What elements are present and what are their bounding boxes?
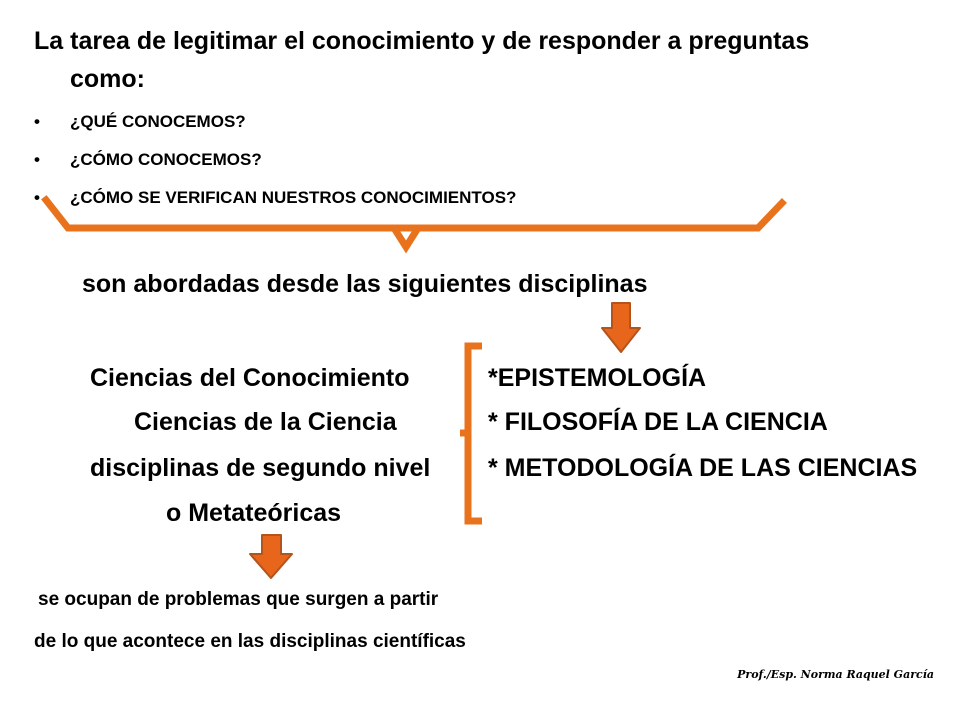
right-column-item: *EPISTEMOLOGÍA [488, 364, 707, 392]
bullet-dot: • [34, 188, 40, 207]
left-column-item: Ciencias de la Ciencia [134, 408, 397, 436]
right-column-item: * FILOSOFÍA DE LA CIENCIA [488, 408, 828, 436]
bullet-dot: • [34, 150, 40, 169]
addressed-text: son abordadas desde las siguientes disciplinas [82, 270, 648, 298]
right-column-item: * METODOLOGÍA DE LAS CIENCIAS [488, 454, 918, 482]
left-column-item: o Metateóricas [166, 499, 342, 527]
down-arrow-icon [602, 303, 640, 352]
intro-line-2: como: [70, 65, 145, 93]
group-bracket [460, 346, 482, 521]
conclusion-line-2: de lo que acontece en las disciplinas científicas [34, 631, 466, 652]
brace-bracket [46, 200, 782, 228]
bullet-dot: • [34, 112, 40, 131]
down-arrow-icon [250, 535, 292, 578]
conclusion-line-1: se ocupan de problemas que surgen a partir [38, 589, 439, 610]
author-signature: Prof./Esp. Norma Raquel García [737, 668, 934, 681]
left-column-item: disciplinas de segundo nivel [90, 454, 431, 482]
bullet-text: ¿QUÉ CONOCEMOS? [70, 112, 246, 131]
bullet-text: ¿CÓMO CONOCEMOS? [70, 150, 262, 169]
intro-line-1: La tarea de legitimar el conocimiento y de responder a preguntas [34, 27, 810, 55]
bullet-text: ¿CÓMO SE VERIFICAN NUESTROS CONOCIMIENTOS? [70, 188, 517, 207]
left-column-item: Ciencias del Conocimiento [90, 364, 410, 392]
